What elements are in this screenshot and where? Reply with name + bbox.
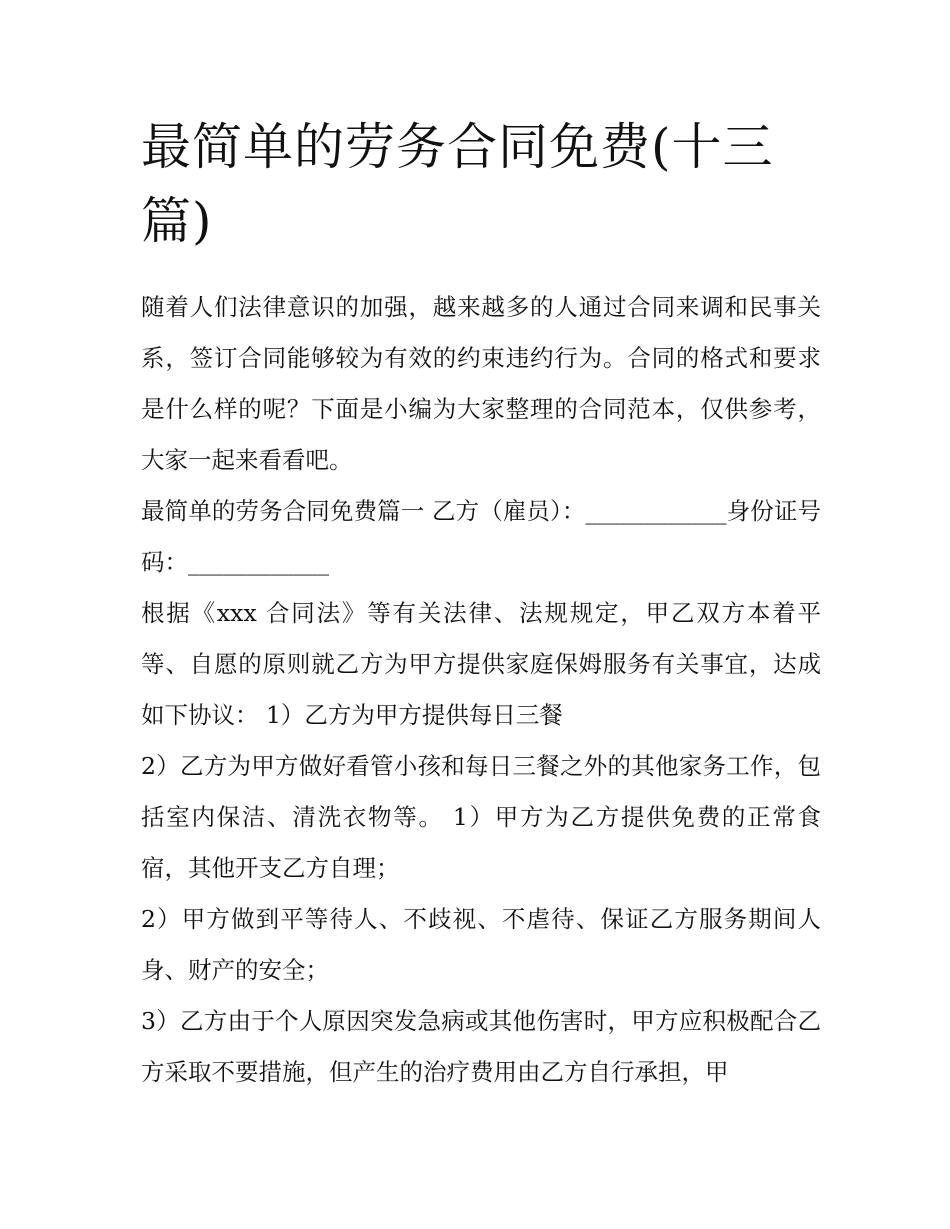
document-page	[141, 110, 821, 1098]
document-title: 最简单的劳务合同免费(十三篇)	[141, 118, 774, 250]
intro-paragraph: 随着人们法律意识的加强，越来越多的人通过合同来调和民事关系，签订合同能够较为有效的约束违约行为。合同的格式和要求是什么样的呢？下面是小编为大家整理的合同范本，仅供参考，大家一起来看看吧。	[141, 293, 821, 474]
contract-party-paragraph: 最简单的劳务合同免费篇一 乙方（雇员）：____________身份证号码：____________	[141, 497, 821, 576]
clause-paragraph: 2）甲方做到平等待人、不歧视、不虐待、保证乙方服务期间人身、财产的安全；	[141, 905, 821, 984]
clause-paragraph: 2）乙方为甲方做好看管小孩和每日三餐之外的其他家务工作，包括室内保洁、清洗衣物等。 1）甲方为乙方提供免费的正常食宿，其他开支乙方自理；	[141, 752, 821, 882]
clause-paragraph: 3）乙方由于个人原因突发急病或其他伤害时，甲方应积极配合乙方采取不要措施，但产生的治疗费用由乙方自行承担，甲	[141, 1007, 821, 1086]
agreement-paragraph: 根据《xxx 合同法》等有关法律、法规规定，甲乙双方本着平等、自愿的原则就乙方为甲方提供家庭保姆服务有关事宜，达成如下协议： 1）乙方为甲方提供每日三餐	[141, 599, 821, 729]
